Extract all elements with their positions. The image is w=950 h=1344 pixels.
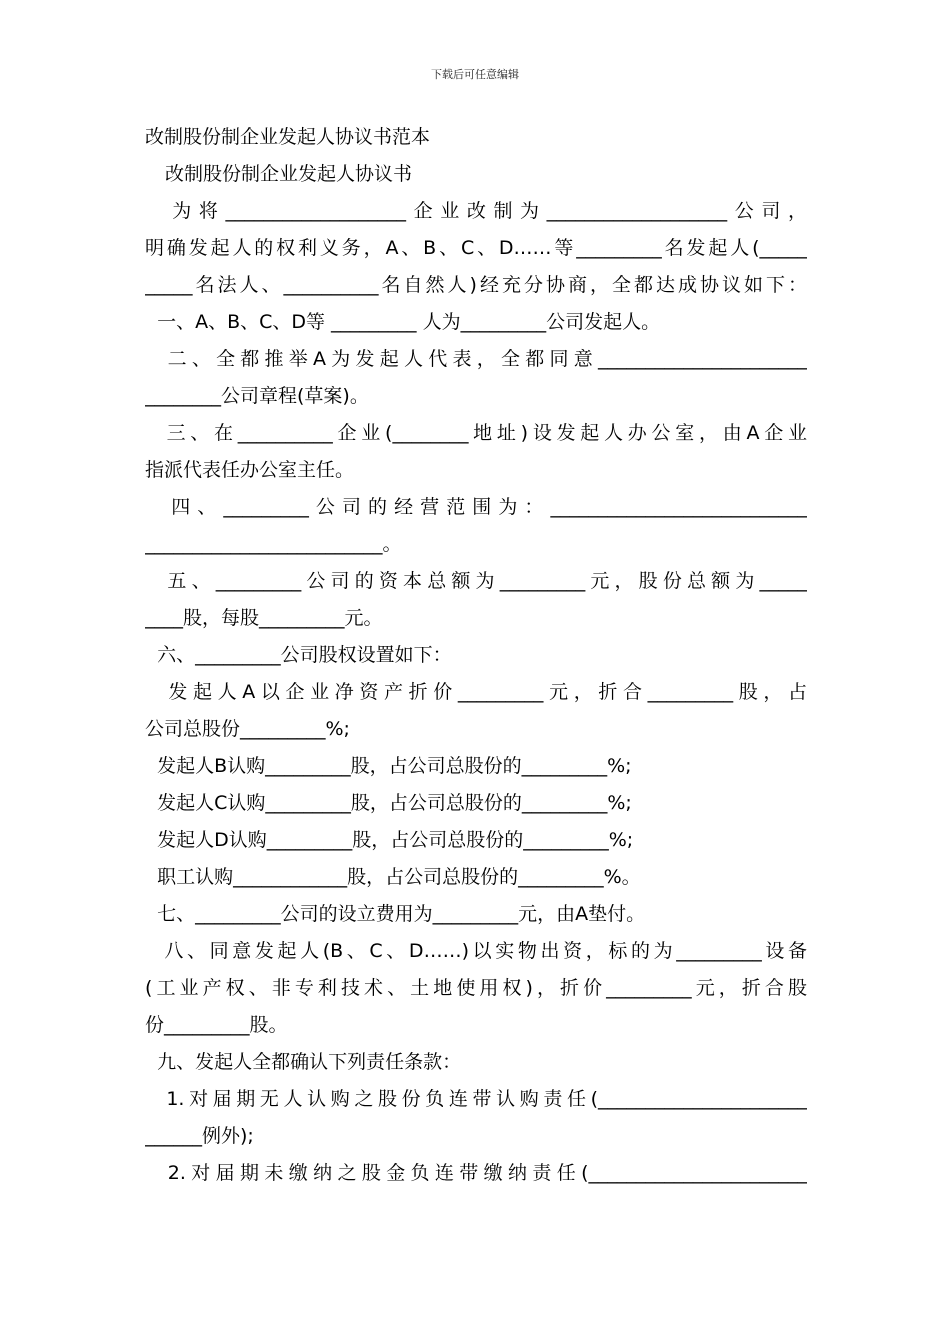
body-line: _____名法人、__________名自然人)经充分协商，全都达成协议如下： bbox=[145, 274, 807, 296]
body-line: 职工认购____________股，占公司总股份的_________%。 bbox=[145, 866, 641, 888]
body-line: 一、A、B、C、D等 _________ 人为_________公司发起人。 bbox=[145, 311, 661, 333]
body-line: 九、发起人全都确认下列责任条款： bbox=[145, 1051, 462, 1073]
body-line: 公司总股份_________%; bbox=[145, 718, 350, 740]
body-line: 六、_________公司股权设置如下： bbox=[145, 644, 452, 666]
body-line: 发起人B认购_________股，占公司总股份的_________%; bbox=[145, 755, 632, 777]
body-line: 1.对届期无人认购之股份负连带认购责任(______________________ bbox=[145, 1088, 807, 1110]
body-line: 四、_________公司的经营范围为：___________________________ bbox=[145, 496, 807, 518]
body-line: 发起人C认购_________股，占公司总股份的_________%; bbox=[145, 792, 632, 814]
body-line: 七、_________公司的设立费用为_________元，由A垫付。 bbox=[145, 903, 646, 925]
body-line: _________________________。 bbox=[145, 533, 402, 555]
document-body bbox=[145, 193, 807, 1192]
body-line: 五、_________公司的资本总额为_________元，股份总额为_____ bbox=[145, 570, 807, 592]
body-line: 2.对届期未缴纳之股金负连带缴纳责任(_______________________ bbox=[145, 1162, 807, 1184]
body-line: (工业产权、非专利技术、土地使用权)，折价_________元，折合股 bbox=[145, 977, 807, 999]
body-line: 发起人A以企业净资产折价_________元，折合_________股，占 bbox=[145, 681, 807, 703]
body-line: 份_________股。 bbox=[145, 1014, 288, 1036]
body-line: 明确发起人的权利义务，A、B、C、D……等_________名发起人(_____ bbox=[145, 237, 807, 259]
body-line: ____股，每股_________元。 bbox=[145, 607, 383, 629]
body-line: 二、全都推举A为发起人代表，全都同意______________________ bbox=[145, 348, 807, 370]
body-line: ______例外); bbox=[145, 1125, 254, 1147]
body-line: 发起人D认购_________股，占公司总股份的_________%; bbox=[145, 829, 634, 851]
page-header-note: 下载后可任意编辑 bbox=[431, 68, 519, 81]
body-line: ________公司章程(草案)。 bbox=[145, 385, 369, 407]
document-subtitle: 改制股份制企业发起人协议书 bbox=[165, 163, 413, 185]
body-line: 指派代表任办公室主任。 bbox=[145, 459, 355, 481]
body-line: 八、同意发起人(B、C、D……)以实物出资，标的为_________设备 bbox=[145, 940, 807, 962]
body-line: 三、在__________企业(________地址)设发起人办公室，由A企业 bbox=[145, 422, 807, 444]
body-line: 为将___________________企业改制为___________________公司， bbox=[145, 200, 807, 222]
document-title: 改制股份制企业发起人协议书范本 bbox=[145, 126, 431, 148]
